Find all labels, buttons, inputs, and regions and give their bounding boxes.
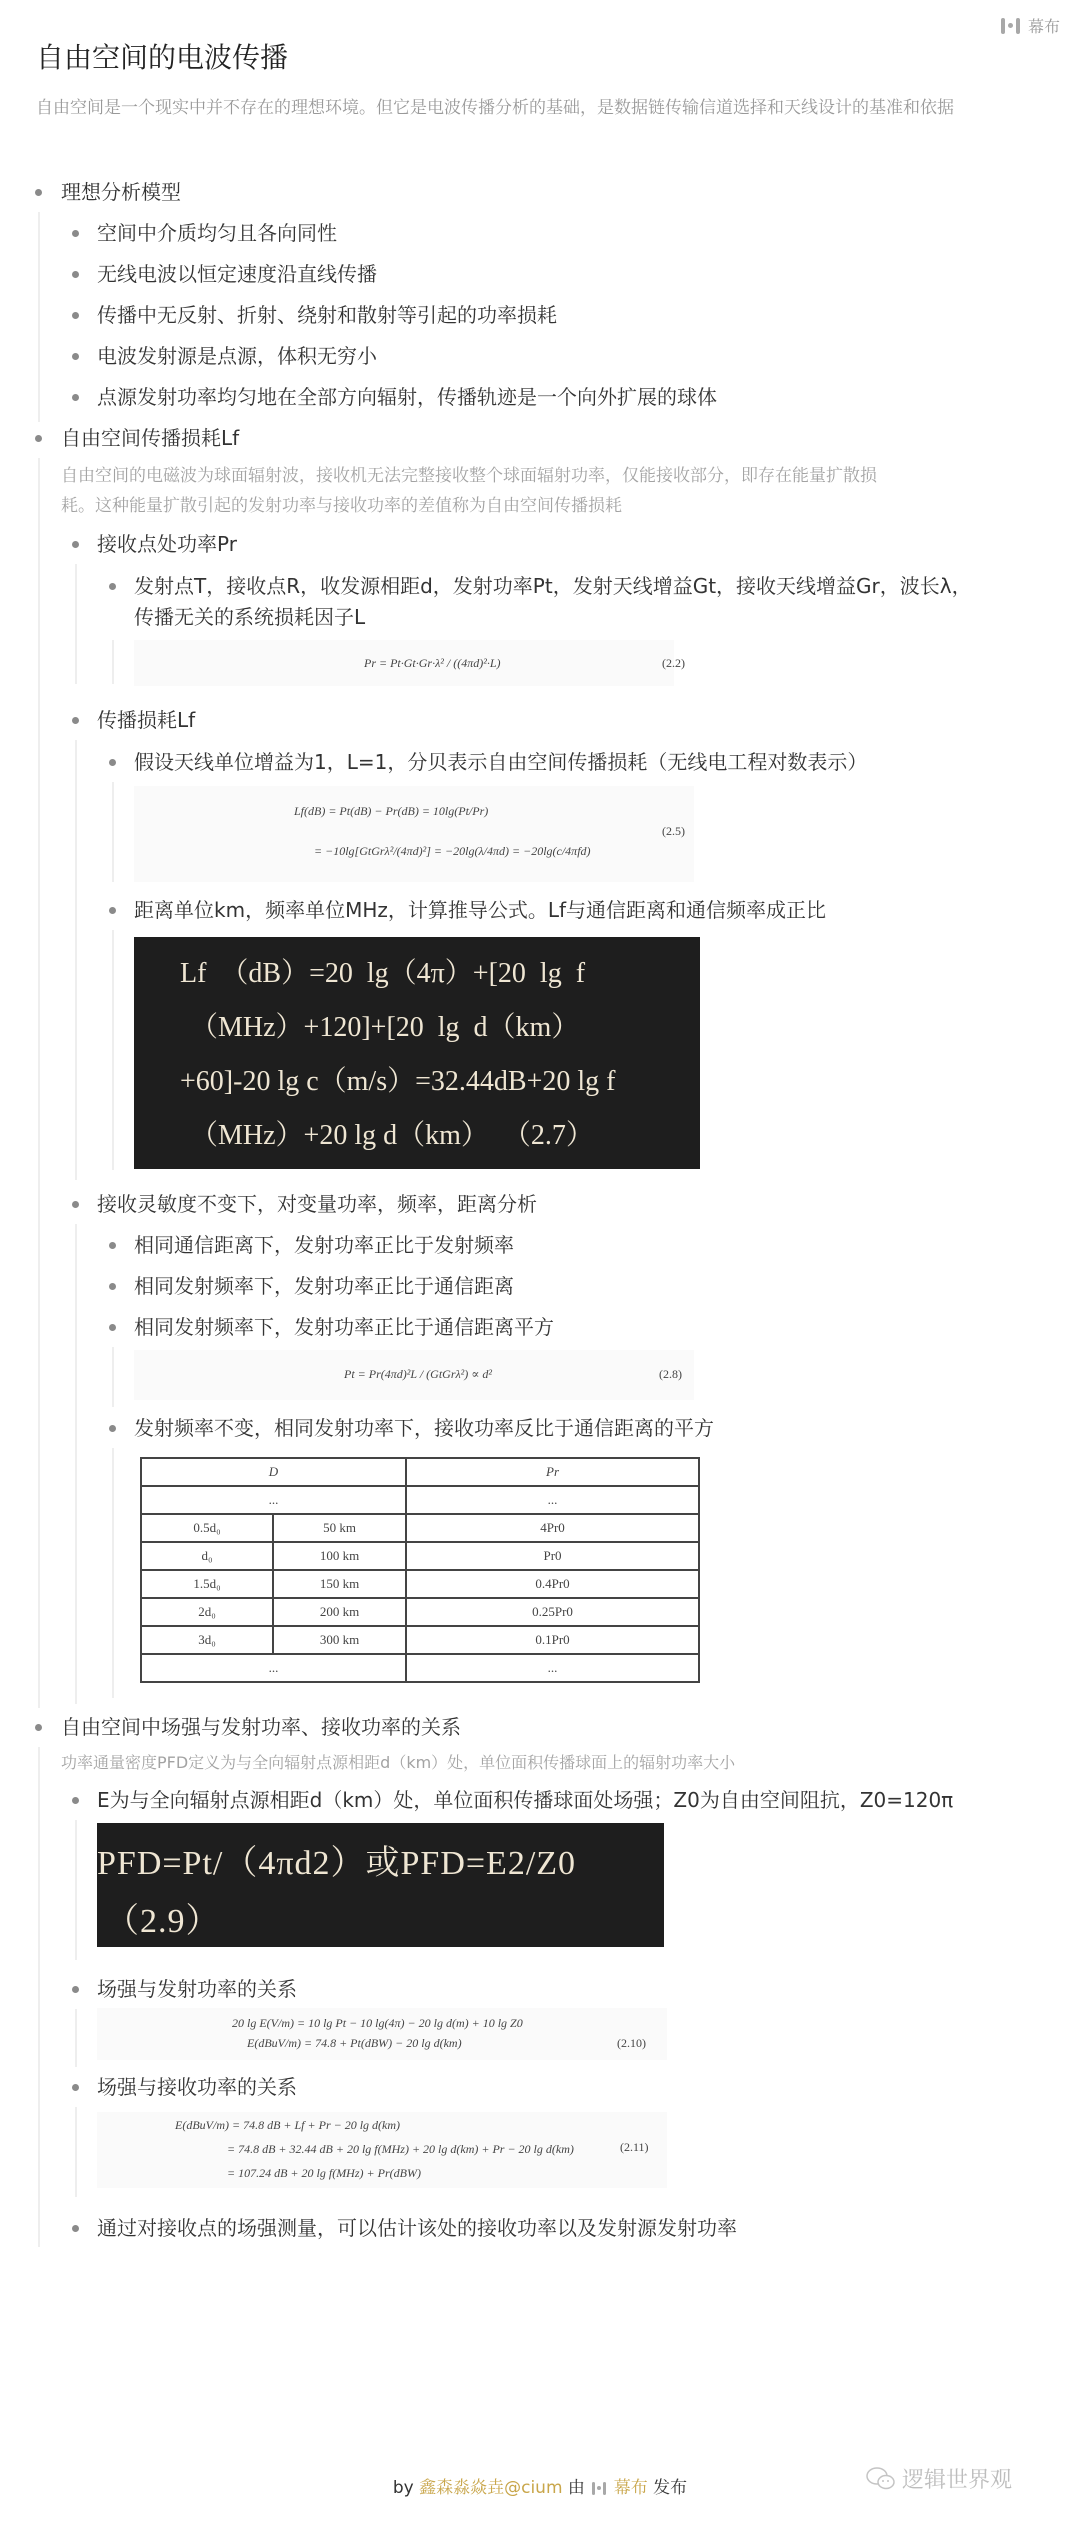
outline-item[interactable]: 点源发射功率均匀地在全部方向辐射，传播轨迹是一个向外扩展的球体 [97, 385, 717, 409]
bullet-icon[interactable] [109, 1425, 116, 1432]
table-row [141, 1654, 699, 1682]
outline-guide-line [75, 2107, 77, 2197]
bullet-icon[interactable] [72, 717, 79, 724]
watermark-text: 逻辑世界观 [902, 2468, 1013, 2493]
formula-image-2-10: 20 lg E(V/m) = 10 lg Pt − 10 lg(4π) − 20 lg d(m) + 10 lg Z0 E(dBuV/m) = 74.8 + Pt(dBW) − 20 lg d(km) (2.10) [97, 2008, 667, 2060]
outline-item[interactable]: E为与全向辐射点源相距d（km）处，单位面积传播球面处场强；Z0为自由空间阻抗，Z0=120π [97, 1788, 954, 1812]
bullet-icon[interactable] [72, 353, 79, 360]
wechat-watermark [866, 2463, 1012, 2494]
outline-guide-line [75, 1820, 77, 1960]
table-cell: 0.1Pr0 [406, 1626, 699, 1654]
footer-published: 发布 [653, 2478, 688, 2498]
table-cell: 300 km [273, 1626, 406, 1654]
node-field-vs-rx-power[interactable]: 场强与接收功率的关系 [97, 2075, 297, 2099]
brand-header[interactable] [1001, 14, 1060, 37]
bullet-icon[interactable] [72, 541, 79, 548]
distance-power-table [140, 1457, 700, 1683]
outline-item[interactable]: 假设天线单位增益为1，L=1，分贝表示自由空间传播损耗（无线电工程对数表示） [134, 750, 868, 774]
table-row [141, 1570, 699, 1598]
node-note: 功率通量密度PFD定义为与全向辐射点源相距d（km）处，单位面积传播球面上的辐射功率大小 [61, 1753, 736, 1772]
table-row [141, 1542, 699, 1570]
outline-item[interactable]: 相同通信距离下，发射功率正比于发射频率 [134, 1233, 514, 1257]
table-cell: 0.25Pr0 [406, 1598, 699, 1626]
page-intro: 自由空间是一个现实中并不存在的理想环境。但它是电波传播分析的基础，是数据链传输信道选择和天线设计的基准和依据 [36, 98, 954, 118]
outline-guide-line [112, 930, 114, 1170]
publisher-link[interactable]: 幕布 [613, 2478, 648, 2498]
bullet-icon[interactable] [109, 759, 116, 766]
outline-guide-line [112, 1347, 114, 1407]
table-cell: ... [406, 1654, 699, 1682]
table-cell: 200 km [273, 1598, 406, 1626]
outline-item[interactable]: 无线电波以恒定速度沿直线传播 [97, 262, 377, 286]
table-row [141, 1486, 699, 1514]
table-row [141, 1626, 699, 1654]
bullet-icon[interactable] [72, 394, 79, 401]
table-cell: d₀ [141, 1542, 273, 1570]
mubu-logo-icon [1001, 18, 1020, 34]
table-cell: Pr0 [406, 1542, 699, 1570]
outline-item[interactable]: 相同发射频率下，发射功率正比于通信距离平方 [134, 1315, 554, 1339]
author-link[interactable]: 鑫森淼焱垚@cium [419, 2478, 563, 2498]
table-cell: 50 km [273, 1514, 406, 1542]
bullet-icon[interactable] [109, 583, 116, 590]
outline-item[interactable]: 发射点T，接收点R，收发源相距d，发射功率Pt，发射天线增益Gt，接收天线增益Gr，波长λ， [134, 574, 972, 598]
outline-guide-line [38, 458, 40, 1708]
formula-image-2-2: Pr = Pt·Gt·Gr·λ² / ((4πd)²·L) (2.2) [134, 640, 674, 686]
table-cell: 0.4Pr0 [406, 1570, 699, 1598]
footer-by: by [392, 2478, 414, 2498]
outline-guide-line [112, 640, 114, 684]
table-cell: 1.5d₀ [141, 1570, 273, 1598]
formula-image-2-7: Lf （dB）=20 lg（4π）+[20 lg f （MHz）+120]+[20 lg d（km） +60]-20 lg c（m/s）=32.44dB+20 lg f （MHz）+20 lg d（km） （2.7） [134, 937, 700, 1169]
bullet-icon[interactable] [72, 2225, 79, 2232]
outline-item[interactable]: 空间中介质均匀且各向同性 [97, 221, 337, 245]
bullet-icon[interactable] [72, 2084, 79, 2091]
table-row [141, 1514, 699, 1542]
table-cell: 100 km [273, 1542, 406, 1570]
table-header-row [141, 1458, 699, 1486]
outline-item[interactable]: 发射频率不变，相同发射功率下，接收功率反比于通信距离的平方 [134, 1416, 714, 1440]
bullet-icon[interactable] [109, 1283, 116, 1290]
outline-guide-line [112, 1448, 114, 1698]
node-sensitivity-analysis[interactable]: 接收灵敏度不变下，对变量功率，频率，距离分析 [97, 1192, 537, 1216]
table-cell: 0.5d₀ [141, 1514, 273, 1542]
node-received-power[interactable]: 接收点处功率Pr [97, 532, 237, 556]
bullet-icon[interactable] [109, 1324, 116, 1331]
formula-image-2-11: E(dBuV/m) = 74.8 dB + Lf + Pr − 20 lg d(km) = 74.8 dB + 32.44 dB + 20 lg f(MHz) + 20 lg d(km) + Pr − 20 lg d(km) = 107.24 dB + 20 lg f(MHz) + Pr(dBW) (2.11) [97, 2112, 667, 2188]
node-propagation-loss[interactable]: 传播损耗Lf [97, 708, 196, 732]
bullet-icon[interactable] [35, 189, 42, 196]
table-header-cell: Pr [406, 1458, 699, 1486]
bullet-icon[interactable] [72, 1986, 79, 1993]
table-header-cell: D [141, 1458, 406, 1486]
bullet-icon[interactable] [35, 1724, 42, 1731]
node-ideal-model[interactable]: 理想分析模型 [61, 180, 181, 204]
bullet-icon[interactable] [72, 312, 79, 319]
bullet-icon[interactable] [72, 271, 79, 278]
bullet-icon[interactable] [72, 1797, 79, 1804]
table-cell: ... [141, 1654, 406, 1682]
table-cell: ... [141, 1486, 406, 1514]
table-cell: 2d₀ [141, 1598, 273, 1626]
bullet-icon[interactable] [35, 435, 42, 442]
table-cell: ... [406, 1486, 699, 1514]
outline-guide-line [38, 1747, 40, 2247]
outline-item[interactable]: 相同发射频率下，发射功率正比于通信距离 [134, 1274, 514, 1298]
outline-guide-line [75, 740, 77, 1180]
node-note: 耗。这种能量扩散引起的发射功率与接收功率的差值称为自由空间传播损耗 [61, 496, 622, 516]
formula-image-2-8: Pt = Pr(4πd)²L / (GtGrλ²) ∝ d² (2.8) [134, 1350, 694, 1400]
node-note: 自由空间的电磁波为球面辐射波，接收机无法完整接收整个球面辐射功率，仅能接收部分，即存在能量扩散损 [61, 466, 877, 486]
outline-guide-line [112, 782, 114, 882]
outline-item[interactable]: 电波发射源是点源，体积无穷小 [97, 344, 377, 368]
outline-item-continued: 传播无关的系统损耗因子L [134, 605, 366, 629]
bullet-icon[interactable] [72, 230, 79, 237]
footer-via: 由 [567, 2478, 585, 2498]
page-title: 自由空间的电波传播 [36, 41, 289, 74]
table-row [141, 1598, 699, 1626]
node-field-strength-relation[interactable]: 自由空间中场强与发射功率、接收功率的关系 [61, 1715, 461, 1739]
outline-item[interactable]: 传播中无反射、折射、绕射和散射等引起的功率损耗 [97, 303, 557, 327]
table-cell: 4Pr0 [406, 1514, 699, 1542]
wechat-icon [866, 2466, 896, 2492]
formula-image-2-9: PFD=Pt/（4πd2）或PFD=E2/Z0 （2.9） [97, 1823, 664, 1947]
node-free-space-loss[interactable]: 自由空间传播损耗Lf [61, 426, 240, 450]
bullet-icon[interactable] [109, 1242, 116, 1249]
bullet-icon[interactable] [72, 1201, 79, 1208]
outline-guide-line [75, 2009, 77, 2067]
outline-guide-line [38, 212, 40, 422]
table-cell: 3d₀ [141, 1626, 273, 1654]
table-cell: 150 km [273, 1570, 406, 1598]
node-field-vs-tx-power[interactable]: 场强与发射功率的关系 [97, 1977, 297, 2001]
outline-guide-line [75, 564, 77, 684]
mubu-logo-icon [592, 2482, 606, 2495]
outline-item[interactable]: 通过对接收点的场强测量，可以估计该处的接收功率以及发射源发射功率 [97, 2216, 737, 2240]
outline-item[interactable]: 距离单位km，频率单位MHz，计算推导公式。Lf与通信距离和通信频率成正比 [134, 898, 827, 922]
bullet-icon[interactable] [109, 907, 116, 914]
formula-image-2-5: Lf(dB) = Pt(dB) − Pr(dB) = 10lg(Pt/Pr) = −10lg[GtGrλ²/(4πd)²] = −20lg(λ/4πd) = −20lg(c/4πfd) (2.5) [134, 786, 694, 882]
outline-guide-line [75, 1224, 77, 1704]
brand-name: 幕布 [1027, 17, 1060, 36]
